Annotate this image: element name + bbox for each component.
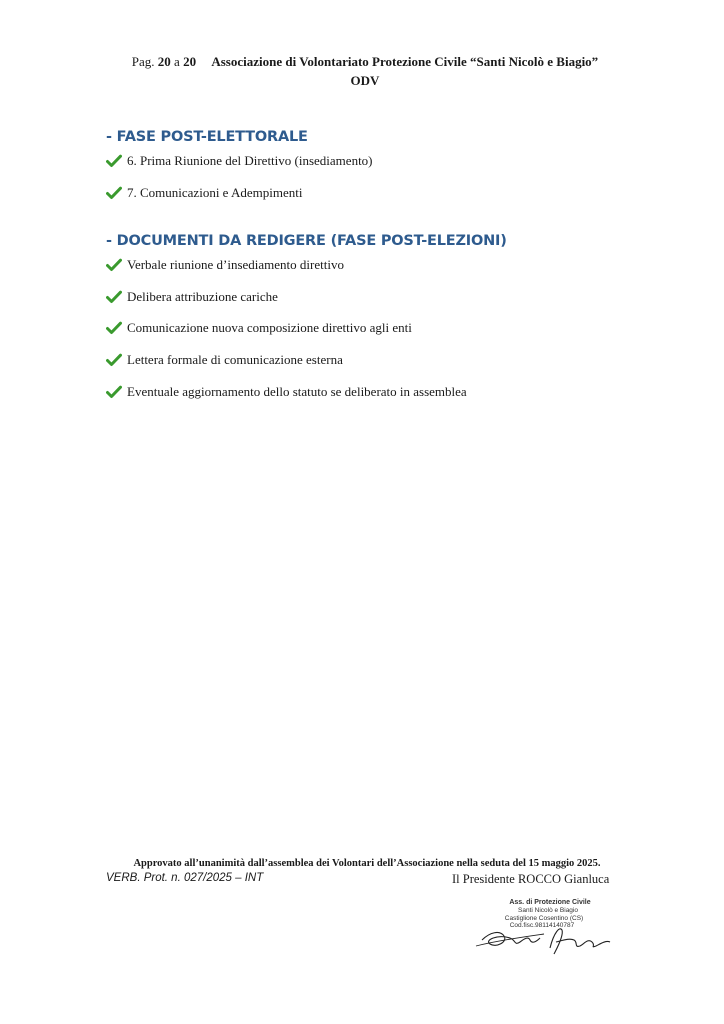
check-icon [106,186,122,200]
list-item-label: Verbale riunione d’insediamento direttivo [127,257,344,272]
list-item [106,289,278,305]
list-item-label: Delibera attribuzione cariche [127,289,278,304]
protocol-number: VERB. Prot. n. 027/2025 – INT [106,872,264,884]
list-item-label: Comunicazione nuova composizione direttivo agli enti [127,320,412,335]
association-name: Associazione di Volontariato Protezione Civile “Santi Nicolò e Biagio” [211,54,599,69]
page-separator: a [174,54,180,69]
header-line-1 [0,52,724,71]
stamp-line-1: Ass. di Protezione Civile [509,899,591,906]
check-icon [106,321,122,335]
check-icon [106,385,122,399]
page-header [0,52,724,90]
page-current: 20 [157,54,171,69]
president-signature-label: Il Presidente ROCCO Gianluca [452,872,610,886]
list-item-label: Eventuale aggiornamento dello statuto se deliberato in assemblea [127,384,467,399]
association-stamp [470,896,630,956]
check-icon [106,290,122,304]
list-item [106,153,373,169]
section-title-documents: - DOCUMENTI DA REDIGERE (FASE POST-ELEZIONI) [106,233,507,249]
list-item-label: Lettera formale di comunicazione esterna [127,352,343,367]
approval-note: Approvato all’unanimità dall’assemblea dei Volontari dell’Associazione nella seduta del 15 maggio 2025. [133,858,601,869]
check-icon [106,258,122,272]
association-suffix: ODV [350,73,380,88]
list-item [106,320,412,336]
stamp-line-2: Santi Nicolò e Biagio [518,907,578,914]
page-total: 20 [183,54,197,69]
section-title-post-electoral: - FASE POST-ELETTORALE [106,129,308,145]
list-item [106,352,343,368]
check-icon [106,154,122,168]
check-icon [106,353,122,367]
page-prefix: Pag. [131,54,155,69]
list-item [106,185,302,201]
list-item [106,384,467,400]
list-item-label: 6. Prima Riunione del Direttivo (insediamento) [127,153,373,168]
stamp-line-3: Castiglione Cosentino (CS) [504,915,584,922]
list-item [106,257,344,273]
stamp-line-4: Cod.fisc.98114140787 [509,922,575,929]
list-item-label: 7. Comunicazioni e Adempimenti [127,185,303,200]
